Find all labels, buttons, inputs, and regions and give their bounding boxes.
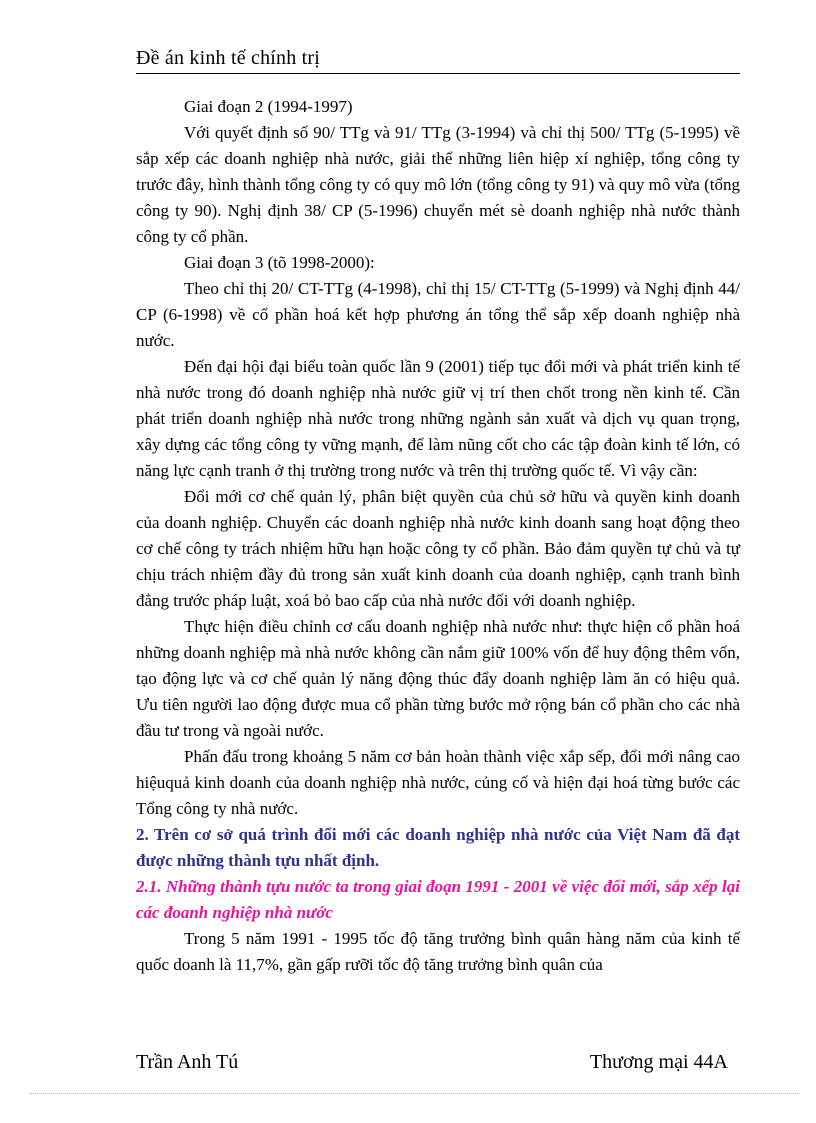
paragraph-congress-9: Đến đại hội đại biểu toàn quốc lần 9 (2001) tiếp tục đổi mới và phát triển kinh tế nhà nước trong đó doanh nghiệp nhà nước giữ vị trí then chốt trong nền kinh tế. Cần phát triển doanh nghiệp nhà nước trong những ngành sản xuất và dịch vụ quan trọng, xây dựng các tổng công ty vững mạnh, để làm nũng cốt cho các tập đoàn kinh tế lớn, có năng lực cạnh tranh ở thị trường trong nước và trên thị trường quốc tế. Vì vậy cần:	[136, 357, 740, 480]
header-rule	[136, 73, 740, 74]
document-body	[136, 94, 740, 978]
section-heading-2: 2. Trên cơ sở quá trình đổi mới các doanh nghiệp nhà nước của Việt Nam đã đạt được những thành tựu nhất định.	[136, 825, 740, 870]
paragraph-restructuring: Thực hiện điều chỉnh cơ cấu doanh nghiệp nhà nước như: thực hiện cổ phần hoá những doanh nghiệp mà nhà nước không cần nắm giữ 100% vốn để huy động thêm vốn, tạo động lực và cơ chế quản lý năng động thúc đẩy doanh nghiệp làm ăn có hiệu quả. Ưu tiên người lao động được mua cổ phần từng bước mở rộng bán cổ phần cho các nhà đầu tư trong và ngoài nước.	[136, 617, 740, 740]
section-heading-2-1: 2.1. Những thành tựu nước ta trong giai đoạn 1991 - 2001 về việc đổi mới, sắp xếp lại các đoanh nghiệp nhà nước	[136, 877, 740, 922]
paragraph-phase-3: Giai đoạn 3 (tõ 1998-2000):	[184, 253, 375, 272]
paragraph-phase-2: Giai đoạn 2 (1994-1997)	[184, 97, 353, 116]
paragraph-five-year-goal: Phấn đấu trong khoảng 5 năm cơ bản hoàn thành việc xắp sếp, đổi mới nâng cao hiệuquả kinh doanh của doanh nghiệp nhà nước, củng cố và hiện đại hoá từng bước các Tổng công ty nhà nước.	[136, 747, 740, 818]
page-bottom-dotted-line	[30, 1093, 800, 1094]
paragraph-directive-20: Theo chỉ thị 20/ CT-TTg (4-1998), chỉ thị 15/ CT-TTg (5-1999) và Nghị định 44/ CP (6-1998) về cổ phần hoá kết hợp phương án tổng thể sắp xếp doanh nghiệp nhà nước.	[136, 279, 740, 350]
paragraph-management-reform: Đổi mới cơ chế quản lý, phân biệt quyền của chủ sở hữu và quyền kinh doanh của doanh nghiệp. Chuyển các doanh nghiệp nhà nước kinh doanh sang hoạt động theo cơ chế công ty trách nhiệm hữu hạn hoặc công ty cổ phần. Bảo đảm quyền tự chủ và tự chịu trách nhiệm đầy đủ trong sản xuất kinh doanh của doanh nghiệp, cạnh tranh bình đẳng trước pháp luật, xoá bỏ bao cấp của nhà nước đối với doanh nghiệp.	[136, 487, 740, 610]
paragraph-growth-1991-1995: Trong 5 năm 1991 - 1995 tốc độ tăng trưởng bình quân hàng năm của kinh tế quốc doanh là 11,7%, gần gấp rưỡi tốc độ tăng trưởng bình quân của	[136, 929, 740, 974]
page-header: Đề án kinh tế chính trị	[136, 47, 320, 69]
page-footer	[136, 1051, 728, 1074]
paragraph-decision-90-91: Với quyết định số 90/ TTg và 91/ TTg (3-1994) và chỉ thị 500/ TTg (5-1995) về sắp xếp các doanh nghiệp nhà nước, giải thể những liên hiệp xí nghiệp, tổng công ty trước đây, hình thành tổng công ty có quy mô lớn (tổng công ty 91) và quy mô vừa (tổng công ty 90). Nghị định 38/ CP (5-1996) chuyển mét sè doanh nghiệp nhà nước thành công ty cổ phần.	[136, 123, 740, 246]
footer-author: Trần Anh Tú	[136, 1051, 239, 1073]
footer-class: Thương mại 44A	[589, 1051, 728, 1073]
